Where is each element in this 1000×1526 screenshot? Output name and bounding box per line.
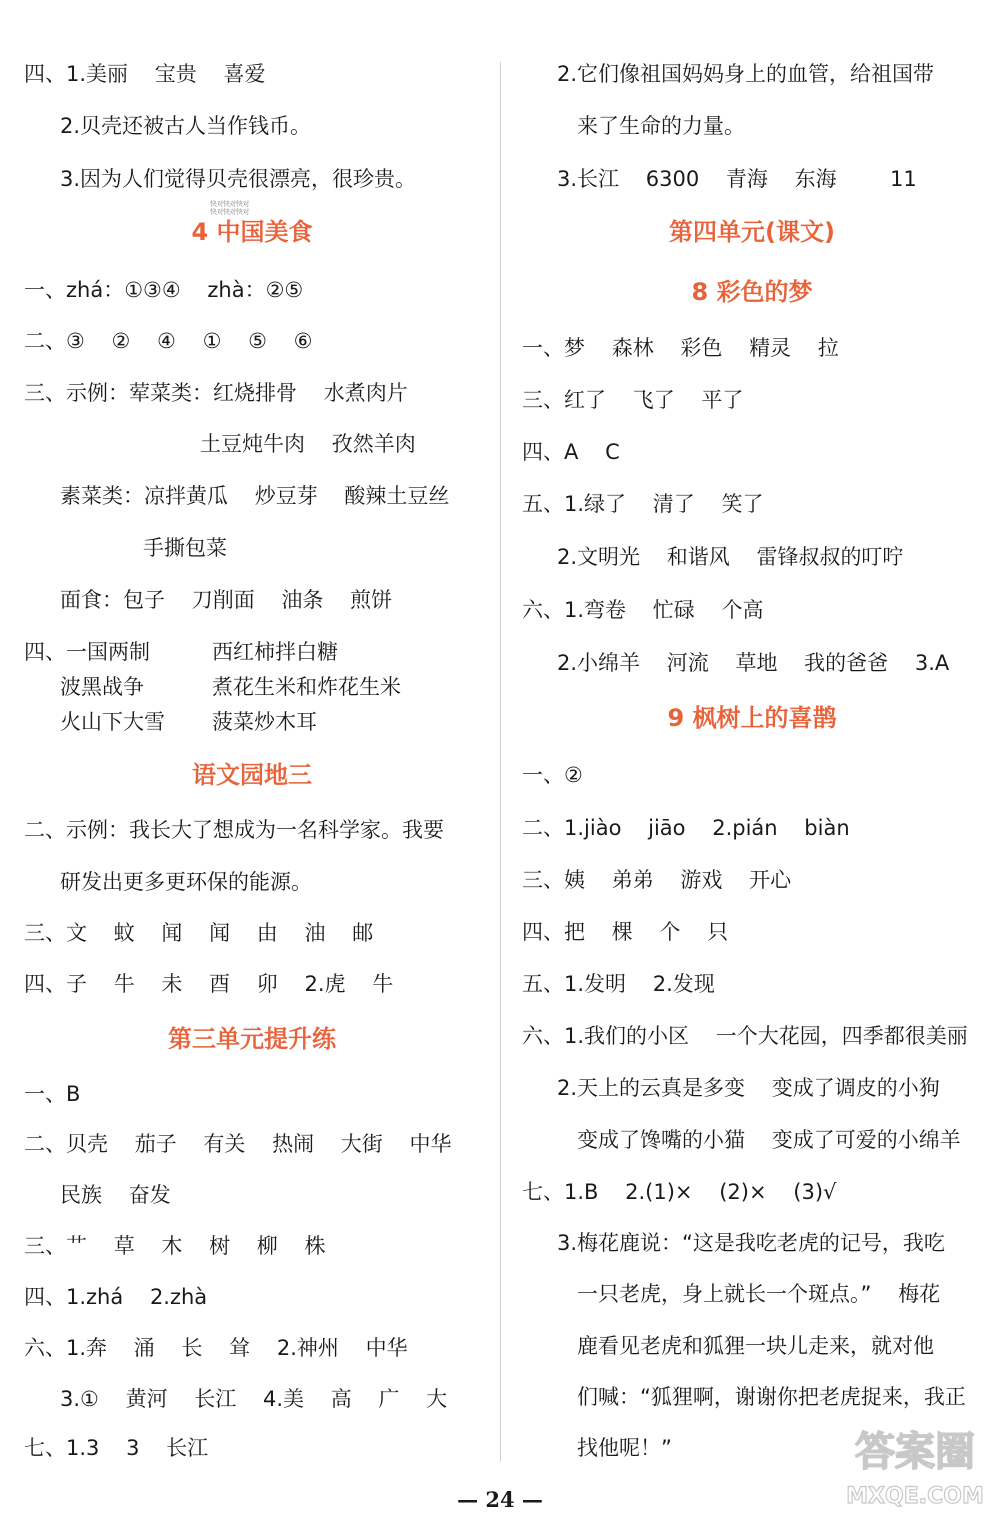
- column-divider: [500, 62, 501, 1462]
- answer-line: 2.小绵羊 河流 草地 我的爸爸 3.A: [557, 651, 950, 675]
- section-heading: 4 中国美食: [191, 218, 313, 246]
- answer-line: 面食：包子 刀削面 油条 煎饼: [60, 588, 393, 612]
- section-heading: 第三单元提升练: [168, 1025, 336, 1053]
- answer-line: 煮花生米和炸花生米: [212, 675, 401, 699]
- answer-line: 四、1.美丽 宝贵 喜爱: [24, 62, 266, 86]
- answer-line: 3.梅花鹿说：“这是我吃老虎的记号，我吃: [557, 1231, 945, 1255]
- answer-line: 五、1.绿了 清了 笑了: [522, 492, 764, 516]
- answer-line: 们喊：“狐狸啊，谢谢你把老虎捉来，我正: [577, 1385, 966, 1409]
- answer-line: 来了生命的力量。: [577, 114, 745, 138]
- unit-heading: 第四单元(课文): [669, 218, 835, 246]
- answer-line: 四、1.zhá 2.zhà: [24, 1285, 208, 1309]
- smudge-text: 快对快对快对 快对快对快对: [210, 200, 249, 217]
- answer-line: 菠菜炒木耳: [212, 710, 317, 734]
- answer-line: 二、示例：我长大了想成为一名科学家。我要: [24, 818, 444, 842]
- answer-line: 火山下大雪: [60, 710, 165, 734]
- answer-line: 研发出更多更环保的能源。: [60, 870, 312, 894]
- answer-line: 四、把 棵 个 只: [522, 920, 729, 944]
- answer-line: 四、一国两制: [24, 640, 150, 664]
- answer-line: 四、A C: [522, 440, 620, 464]
- answer-line: 找他呢！”: [577, 1436, 672, 1460]
- answer-line: 素菜类：凉拌黄瓜 炒豆芽 酸辣土豆丝: [60, 484, 450, 508]
- answer-line: 土豆炖牛肉 孜然羊肉: [200, 432, 416, 456]
- answer-line: 一、②: [522, 763, 583, 787]
- answer-line: 三、艹 草 木 树 柳 株: [24, 1234, 326, 1258]
- answer-line: 二、③ ② ④ ① ⑤ ⑥: [24, 329, 313, 353]
- answer-line: 二、1.jiào jiāo 2.pián biàn: [522, 816, 850, 840]
- answer-line: 2.贝壳还被古人当作钱币。: [60, 114, 312, 138]
- answer-line: 二、贝壳 茄子 有关 热闹 大街 中华: [24, 1132, 452, 1156]
- answer-line: 波黑战争: [60, 675, 144, 699]
- answer-line: 3.① 黄河 长江 4.美 高 广 大: [60, 1387, 448, 1411]
- answer-line: 3.长江 6300 青海 东海 11: [557, 167, 917, 191]
- answer-line: 西红柿拌白糖: [212, 640, 338, 664]
- answer-line: 鹿看见老虎和狐狸一块儿走来，就对他: [577, 1334, 934, 1358]
- watermark-cn-text: 答案圈: [855, 1429, 975, 1475]
- answer-line: 六、1.我们的小区 一个大花园，四季都很美丽: [522, 1024, 968, 1048]
- answer-line: 三、示例：荤菜类：红烧排骨 水煮肉片: [24, 381, 408, 405]
- answer-line: 三、红了 飞了 平了: [522, 388, 744, 412]
- answer-line: 五、1.发明 2.发现: [522, 972, 715, 996]
- answer-line: 变成了馋嘴的小猫 变成了可爱的小绵羊: [577, 1128, 961, 1152]
- answer-line: 一、梦 森林 彩色 精灵 拉: [522, 336, 839, 360]
- answer-line: 一、B: [24, 1082, 81, 1106]
- answer-line: 三、姨 弟弟 游戏 开心: [522, 868, 792, 892]
- section-heading: 9 枫树上的喜鹊: [667, 704, 837, 732]
- answer-line: 七、1.3 3 长江: [24, 1436, 209, 1460]
- section-heading: 语文园地三: [192, 761, 312, 789]
- answer-line: 2.文明光 和谐风 雷锋叔叔的叮咛: [557, 545, 904, 569]
- answer-line: 2.天上的云真是多变 变成了调皮的小狗: [557, 1076, 940, 1100]
- section-heading: 8 彩色的梦: [691, 278, 813, 306]
- answer-line: 2.它们像祖国妈妈身上的血管，给祖国带: [557, 62, 935, 86]
- answer-line: 一、zhá：①③④ zhà：②⑤: [24, 278, 304, 302]
- answer-line: 七、1.B 2.(1)× (2)× (3)√: [522, 1180, 837, 1204]
- answer-line: 六、1.弯卷 忙碌 个高: [522, 598, 764, 622]
- watermark-url-text: MXQE.COM: [846, 1484, 984, 1509]
- answer-line: 四、子 牛 未 酉 卯 2.虎 牛: [24, 972, 394, 996]
- answer-line: 六、1.奔 涌 长 耸 2.神州 中华: [24, 1336, 408, 1360]
- page-number: — 24 —: [457, 1487, 543, 1512]
- watermark-logo: [840, 1415, 990, 1515]
- answer-line: 一只老虎，身上就长一个斑点。” 梅花: [577, 1282, 941, 1306]
- answer-line: 3.因为人们觉得贝壳很漂亮，很珍贵。: [60, 167, 417, 191]
- answer-line: 三、文 蚊 闻 闻 由 油 邮: [24, 921, 374, 945]
- answer-line: 手撕包菜: [143, 536, 227, 560]
- answer-line: 民族 奋发: [60, 1183, 171, 1207]
- watermark-graphic: [840, 1415, 990, 1515]
